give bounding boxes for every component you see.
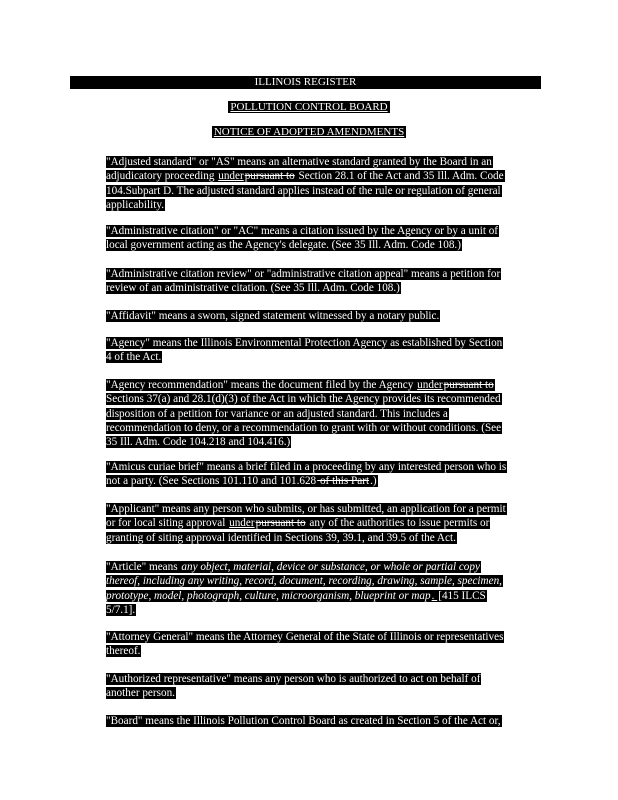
text-segment: disposition of a petition for variance or an adjusted standard. This includes a: [106, 407, 448, 420]
definition-line: [106, 474, 538, 488]
definition-paragraph: [106, 336, 538, 365]
definition-paragraph: [106, 155, 538, 212]
definition-line: [106, 309, 538, 323]
text-segment: 5/7.1].: [106, 603, 136, 616]
text-segment: "Amicus curiae brief" means a brief filed in a proceeding by any interested person who is: [106, 461, 507, 473]
text-segment: review of an administrative citation. (See 35 Ill. Adm. Code 108.): [106, 282, 400, 295]
text-segment: recommendation to deny, or a recommendation to grant with or without conditions. (See: [106, 421, 502, 434]
definition-paragraph: [106, 378, 538, 449]
definition-line: [106, 589, 538, 603]
definition-line: [106, 502, 538, 516]
definition-line: [106, 560, 538, 574]
definition-line: [106, 184, 538, 198]
text-segment: another person.: [106, 687, 175, 700]
definition-line: [106, 714, 538, 728]
definition-line: [106, 336, 538, 350]
definition-paragraph: [106, 267, 538, 296]
text-segment: thereof.: [106, 645, 141, 658]
definition-line: [106, 198, 538, 212]
text-segment: applicability.: [106, 198, 164, 211]
definition-paragraph: [106, 224, 538, 253]
definition-paragraph: [106, 560, 538, 617]
definition-line: [106, 574, 538, 588]
text-segment: under: [417, 379, 443, 391]
text-segment: "Applicant" means any person who submits, or has submitted, an application for a permit: [106, 503, 506, 515]
text-segment: "Adjusted standard" or "AS" means an alternative standard granted by the Board in an: [106, 156, 492, 168]
text-segment: or for local siting approval: [106, 517, 229, 530]
definition-line: [106, 435, 538, 449]
board-title: POLLUTION CONTROL BOARD: [230, 101, 388, 113]
text-segment: "Agency" means the Illinois Environmental Protection Agency as established by Section: [106, 337, 503, 349]
definition-line: [106, 392, 538, 406]
definition-line: [106, 644, 538, 658]
text-segment: "Affidavit" means a sworn, signed statement witnessed by a notary public.: [106, 310, 440, 322]
notice-title: NOTICE OF ADOPTED AMENDMENTS: [213, 126, 405, 138]
text-segment: any object, material, device or substance, or whole or partial copy: [181, 561, 480, 573]
definition-line: [106, 155, 538, 169]
text-segment: pursuant to: [244, 170, 295, 183]
text-segment: under: [229, 517, 255, 530]
definition-paragraph: [106, 502, 538, 545]
text-segment: "Administrative citation review" or "administrative citation appeal" means a petition for: [106, 268, 501, 280]
definition-line: [106, 378, 538, 392]
definition-paragraph: [106, 672, 538, 701]
text-segment: pursuant to: [255, 517, 306, 530]
board-header: [0, 101, 618, 114]
definition-line: [106, 460, 538, 474]
text-segment: thereof, including any writing, record, document, recording, drawing, sample, specimen,: [106, 575, 502, 588]
text-segment: not a party. (See Sections 101.110 and 101.628: [106, 475, 317, 488]
text-segment: adjudicatory proceeding: [106, 170, 218, 183]
definition-paragraph: [106, 460, 538, 489]
register-title: ILLINOIS REGISTER: [254, 76, 357, 88]
text-segment: .): [370, 475, 377, 488]
text-segment: 4 of the Act.: [106, 351, 162, 364]
register-header: [70, 76, 541, 89]
definition-line: [106, 672, 538, 686]
text-segment: [415 ILCS: [438, 589, 486, 602]
definition-paragraph: [106, 630, 538, 659]
text-segment: Sections 37(a) and 28.1(d)(3) of the Act in which the Agency provides its recommended: [106, 393, 501, 406]
definition-paragraph: [106, 309, 538, 323]
text-segment: "Article" means: [106, 561, 181, 573]
definition-line: [106, 267, 538, 281]
definition-line: [106, 516, 538, 530]
definition-line: [106, 421, 538, 435]
definition-line: [106, 603, 538, 617]
definition-line: [106, 224, 538, 238]
text-segment: prototype, model, photograph, culture, microorganism, blueprint or map: [106, 589, 431, 602]
definition-line: [106, 407, 538, 421]
definition-line: [106, 281, 538, 295]
text-segment: under: [218, 170, 244, 183]
definition-line: [106, 630, 538, 644]
text-segment: "Attorney General" means the Attorney General of the State of Illinois or representatives: [106, 631, 504, 643]
definition-line: [106, 169, 538, 183]
definition-line: [106, 686, 538, 700]
text-segment: any of the authorities to issue permits or: [306, 517, 490, 530]
text-segment: "Authorized representative" means any person who is authorized to act on behalf of: [106, 673, 481, 685]
definition-line: [106, 531, 538, 545]
text-segment: local government acting as the Agency's delegate. (See 35 Ill. Adm. Code 108.): [106, 239, 461, 252]
definition-line: [106, 238, 538, 252]
definition-paragraph: [106, 714, 538, 728]
text-segment: 104.Subpart D. The adjusted standard applies instead of the rule or regulation of general: [106, 184, 501, 197]
text-segment: Section 28.1 of the Act and 35 Ill. Adm. Code: [295, 170, 504, 183]
text-segment: "Board" means the Illinois Pollution Control Board as created in Section 5 of the Act or,: [106, 715, 501, 727]
text-segment: "Administrative citation" or "AC" means a citation issued by the Agency or by a unit of: [106, 225, 499, 237]
text-segment: of this Part: [317, 475, 370, 488]
definition-line: [106, 350, 538, 364]
text-segment: granting of siting approval identified in Sections 39, 39.1, and 39.5 of the Act.: [106, 531, 456, 544]
notice-header: [0, 126, 618, 139]
text-segment: .: [431, 589, 438, 602]
text-segment: pursuant to: [443, 379, 494, 391]
text-segment: 35 Ill. Adm. Code 104.218 and 104.416.): [106, 436, 291, 449]
text-segment: "Agency recommendation" means the document filed by the Agency: [106, 379, 417, 391]
